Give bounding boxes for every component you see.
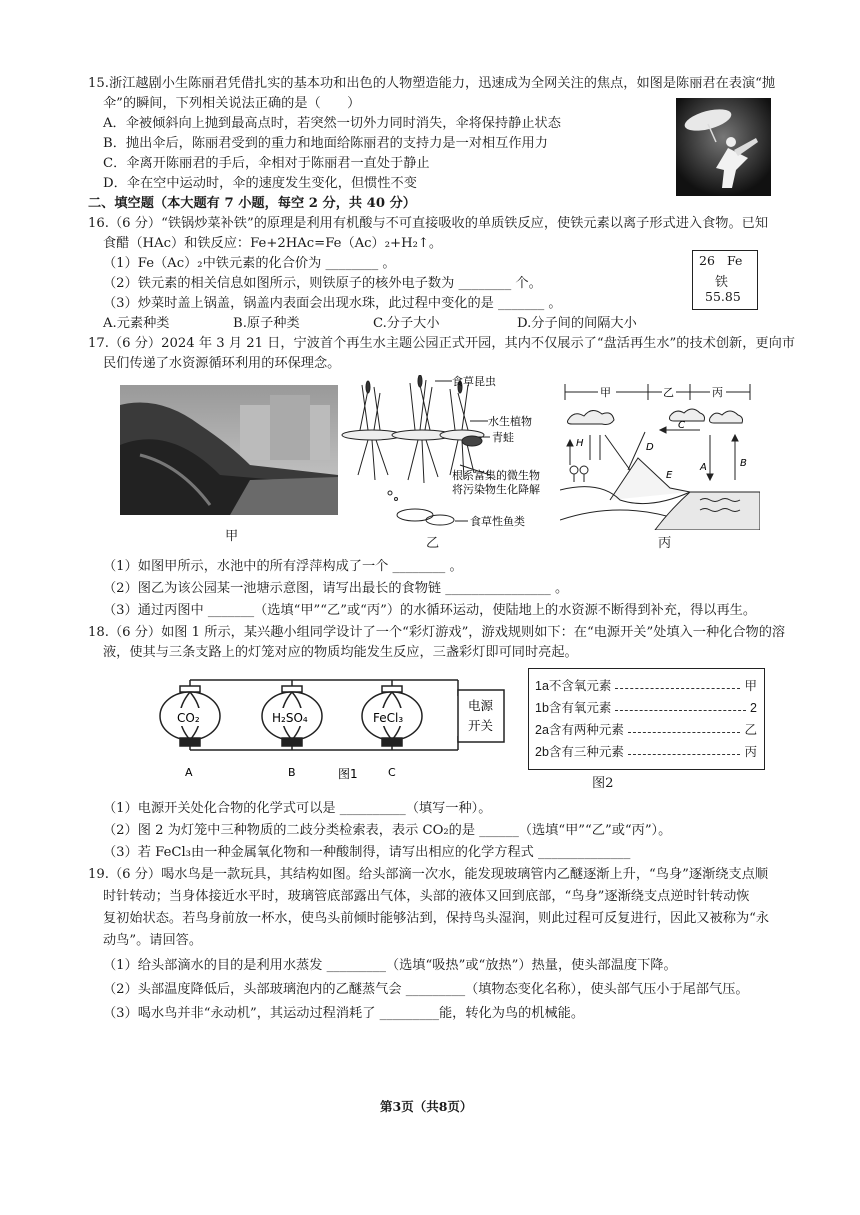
key-row-1: 1a不含氧元素 甲	[535, 675, 757, 697]
q15-stem-line2: 伞”的瞬间，下列相关说法正确的是（ ）	[103, 96, 361, 111]
iron-element-card	[692, 250, 758, 310]
label-herbivorous-insect: 食草昆虫	[452, 375, 496, 388]
q17-figure-c-label: 丙	[658, 536, 672, 551]
q18-part2: （2）图 2 为灯笼中三种物质的二歧分类检索表，表示 CO₂的是 ______（选填“甲”“乙”或“丙”）。	[103, 823, 672, 838]
q15-option-a: A．伞被倾斜向上抛到最高点时，若突然一切外力同时消失，伞将保持静止状态	[103, 116, 561, 131]
lantern-a-label: A	[185, 766, 193, 779]
element-name: 铁	[715, 275, 729, 290]
q18-part1: （1）电源开关处化合物的化学式可以是 __________（填写一种）。	[103, 801, 492, 816]
arrow-label-c: C	[678, 420, 685, 431]
q16-option-d: D.分子间的间隔大小	[517, 316, 637, 331]
q15-option-b: B．抛出伞后，陈丽君受到的重力和地面给陈丽君的支持力是一对相互作用力	[103, 136, 548, 151]
element-symbol: Fe	[727, 253, 743, 268]
q17-part3: （3）通过丙图中 _______（选填“甲”“乙”或“丙”）的水循环运动，使陆地上的水资源不断得到补充，得以再生。	[103, 603, 757, 618]
q16-option-c: C.分子大小	[373, 316, 440, 331]
q15-option-c: C．伞离开陈丽君的手后，伞相对于陈丽君一直处于静止	[103, 156, 430, 171]
q18-part3: （3）若 FeCl₃由一种金属氧化物和一种酸制得，请写出相应的化学方程式 ______________	[103, 845, 631, 860]
q17-figure-b-pond-diagram	[340, 375, 560, 530]
q15-stem-line1: 15.浙江越剧小生陈丽君凭借扎实的基本功和出色的人物塑造能力，迅速成为全网关注的焦点，如图是陈丽君在表演“抛	[88, 76, 776, 91]
switch-label-line1: 电源	[468, 698, 494, 713]
q17-figure-a-photo	[120, 385, 338, 515]
q16-part1: （1）Fe（Ac）₂中铁元素的化合价为 ________ 。	[103, 256, 396, 271]
arrow-label-a: A	[700, 462, 707, 473]
q17-figure-a-label: 甲	[225, 529, 239, 544]
q19-part1: （1）给头部滴水的目的是利用水蒸发 _________（选填“吸热”或“放热”）热量，使头部温度下降。	[103, 958, 677, 973]
q15-performer-photo	[676, 98, 771, 196]
label-root-microbes: 根系富集的微生物	[452, 469, 540, 482]
zone-yi: 乙	[663, 386, 674, 399]
arrow-label-b: B	[740, 458, 747, 469]
q17-figure-b-label: 乙	[426, 536, 440, 551]
q16-option-b: B.原子种类	[233, 316, 300, 331]
label-pollutant-degrade: 将污染物生化降解	[452, 483, 540, 496]
key-row-2: 1b含有氧元素 2	[535, 697, 757, 719]
element-mass: 55.85	[705, 289, 741, 304]
figure-1-label: 图1	[338, 767, 358, 781]
arrow-label-d: D	[646, 442, 654, 453]
q19-stem-line1: 19.（6 分）喝水鸟是一款玩具，其结构如图。给头部滴一次水，能发现玻璃管内乙醚逐渐上升，“鸟身”逐渐绕支点顺	[88, 867, 769, 882]
key-rows	[535, 675, 757, 763]
switch-label-line2: 开关	[468, 718, 494, 733]
q19-stem-line4: 动鸟”。请回答。	[103, 933, 203, 948]
lantern-b-substance: H₂SO₄	[272, 711, 308, 725]
q17-figure-c-water-cycle	[560, 380, 760, 530]
q16-part3: （3）炒菜时盖上锅盖，锅盖内表面会出现水珠，此过程中变化的是 _______ 。	[103, 296, 562, 311]
q17-stem-line2: 民们传递了水资源循环利用的环保理念。	[103, 356, 341, 371]
q17-part1: （1）如图甲所示，水池中的所有浮萍构成了一个 ________ 。	[103, 559, 463, 574]
q19-stem-line2: 时针转动；当身体接近水平时，玻璃管底部露出气体，头部的液体又回到底部，“鸟身”逐渐绕支点逆时针转动恢	[103, 889, 750, 904]
zone-bing: 丙	[712, 386, 723, 399]
q19-stem-line3: 复初始状态。若鸟身前放一杯水，使鸟头前倾时能够沾到，保持鸟头湿润，则此过程可反复进行，因此又被称为“永	[103, 911, 770, 926]
zone-jia: 甲	[600, 386, 611, 399]
key-row-3: 2a含有两种元素 乙	[535, 719, 757, 741]
q18-figure-1-lantern-circuit	[150, 668, 510, 783]
q16-stem-line1: 16.（6 分）“铁锅炒菜补铁”的原理是利用有机酸与不可直接吸收的单质铁反应，使铁元素以离子形式进入食物。已知	[88, 216, 769, 231]
lantern-c-label: C	[388, 766, 396, 779]
q19-part3: （3）喝水鸟并非“永动机”，其运动过程消耗了 _________能，转化为鸟的机械能。	[103, 1006, 585, 1021]
q17-part2: （2）图乙为该公园某一池塘示意图，请写出最长的食物链 ________________ 。	[103, 581, 569, 596]
arrow-label-h: H	[576, 438, 584, 449]
q18-figure-2-dichotomous-key	[528, 668, 765, 770]
page-footer: 第3页（共8页）	[380, 1099, 473, 1114]
q17-stem-line1: 17.（6 分）2024 年 3 月 21 日，宁波首个再生水主题公园正式开园，其内不仅展示了“盘活再生水”的技术创新，更向市	[88, 336, 795, 351]
q19-part2: （2）头部温度降低后，头部玻璃泡内的乙醚蒸气会 _________（填物态变化名称），使头部气压小于尾部气压。	[103, 982, 749, 997]
element-number: 26	[699, 253, 715, 268]
q15-option-d: D．伞在空中运动时，伞的速度发生变化，但惯性不变	[103, 176, 417, 191]
arrow-label-e: E	[666, 470, 673, 481]
key-row-4: 2b含有三种元素 丙	[535, 741, 757, 763]
label-aquatic-plant: 水生植物	[488, 415, 532, 428]
q16-option-a: A.元素种类	[103, 316, 170, 331]
q18-stem-line1: 18.（6 分）如图 1 所示，某兴趣小组同学设计了一个“彩灯游戏”，游戏规则如下：在“电源开关”处填入一种化合物的溶	[88, 625, 786, 640]
lantern-c-substance: FeCl₃	[373, 711, 404, 725]
q18-figure-2-label: 图2	[592, 776, 614, 791]
lantern-a-substance: CO₂	[177, 711, 200, 725]
section-2-heading: 二、填空题（本大题有 7 小题，每空 2 分，共 40 分）	[88, 196, 416, 211]
lantern-b-label: B	[288, 766, 296, 779]
label-herbivorous-fish: 食草性鱼类	[470, 515, 525, 528]
q16-stem-line2: 食醋（HAc）和铁反应：Fe+2HAc=Fe（Ac）₂+H₂↑。	[103, 236, 443, 251]
q18-stem-line2: 液，使其与三条支路上的灯笼对应的物质均能发生反应，三盏彩灯即可同时亮起。	[103, 645, 578, 660]
q16-part2: （2）铁元素的相关信息如图所示，则铁原子的核外电子数为 ________ 个。	[103, 276, 542, 291]
label-frog: 青蛙	[492, 431, 514, 444]
